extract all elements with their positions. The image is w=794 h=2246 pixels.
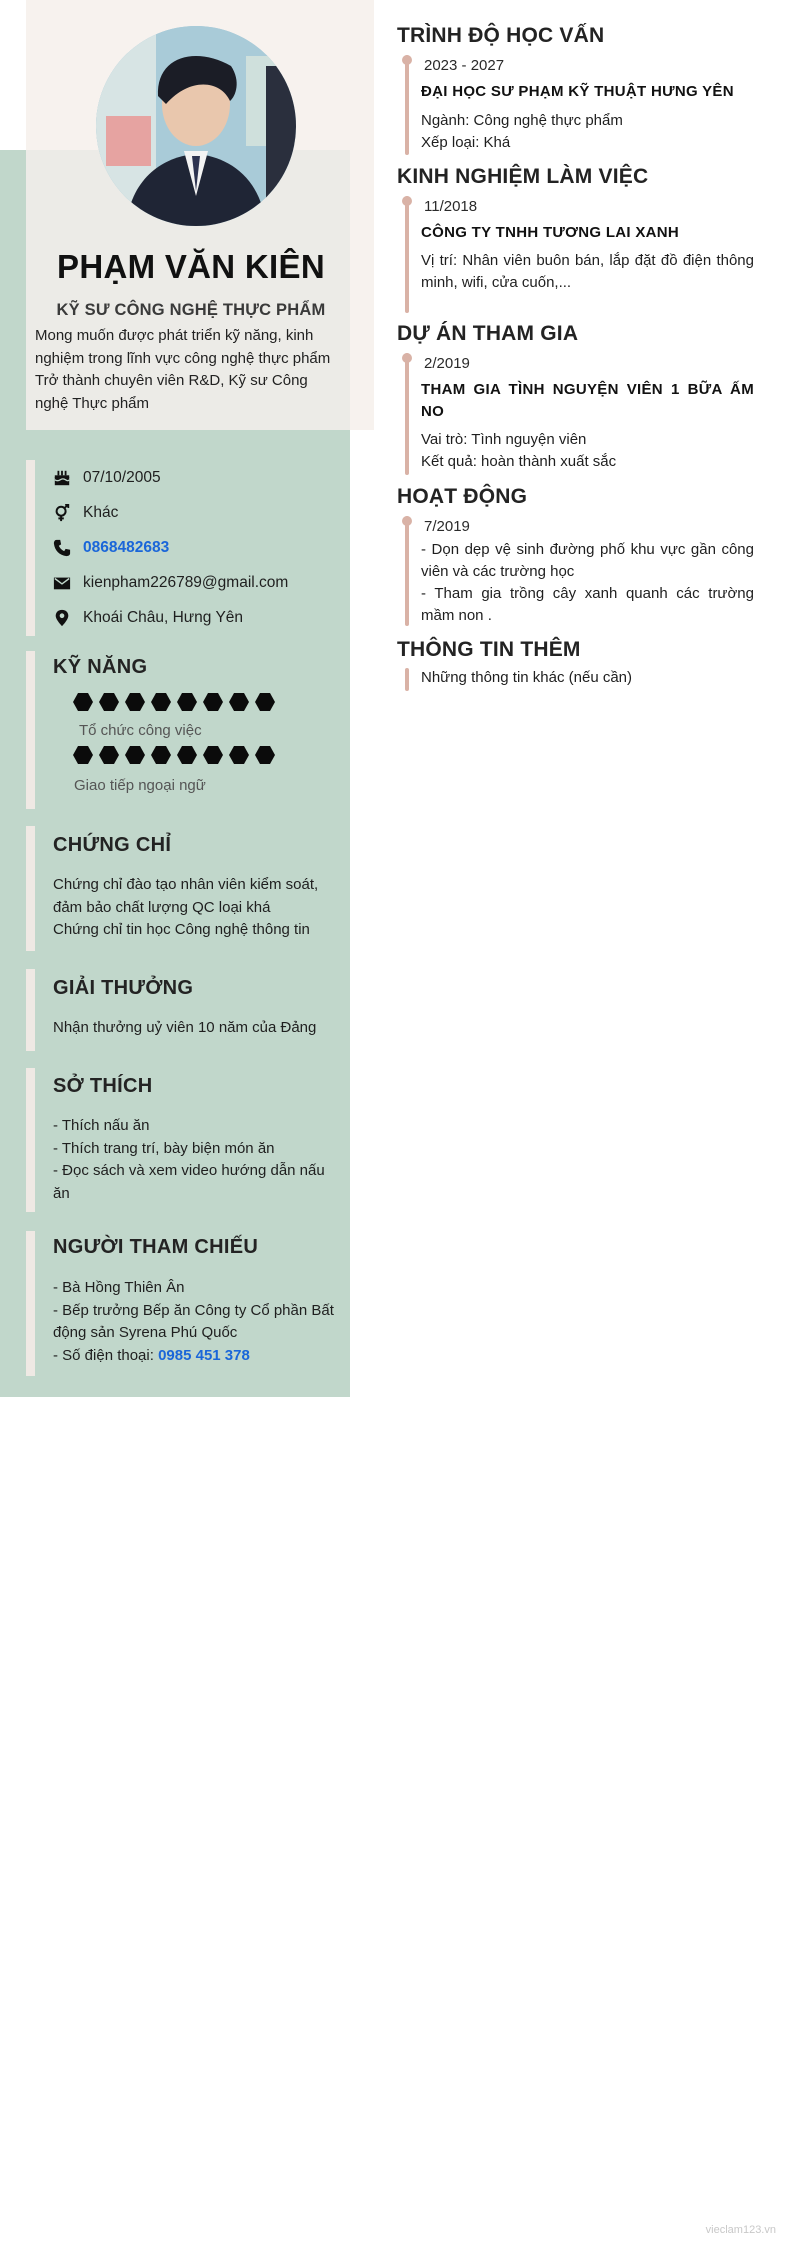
phone-link[interactable]: 0868482683 [83, 538, 170, 556]
avatar [96, 26, 296, 226]
awards-title: GIẢI THƯỞNG [53, 977, 194, 999]
activity-line: - Tham gia trồng cây xanh quanh các trường mầm non . [421, 585, 754, 624]
experience-date: 11/2018 [424, 198, 478, 215]
reference-phone-label: - Số điện thoại: [53, 1346, 159, 1364]
rating-hexagon [255, 693, 275, 711]
reference-phone-line [53, 1345, 343, 1368]
education-date: 2023 - 2027 [424, 57, 505, 74]
education-grade: Xếp loại: Khá [421, 134, 511, 151]
education-timeline [405, 55, 409, 155]
phone-icon [53, 538, 79, 558]
skill-name: Giao tiếp ngoại ngữ [74, 777, 206, 794]
skill-name: Tổ chức công việc [79, 722, 202, 739]
address-value: Khoái Châu, Hưng Yên [83, 608, 244, 626]
projects-title: DỰ ÁN THAM GIA [397, 322, 579, 345]
hobbies-section [26, 1068, 350, 1212]
contact-email[interactable] [53, 565, 350, 600]
activities-timeline [405, 516, 409, 626]
rating-hexagon [99, 693, 119, 711]
location-pin-icon [53, 608, 79, 628]
awards-section [26, 969, 350, 1051]
reference-line: - Bà Hồng Thiên Ân [53, 1279, 185, 1296]
email-icon [53, 573, 79, 593]
rating-hexagon [125, 746, 145, 764]
education-major: Ngành: Công nghệ thực phẩm [421, 112, 623, 129]
email-value[interactable]: kienpham226789@gmail.com [83, 573, 289, 591]
rating-hexagon [73, 746, 93, 764]
certificate-line: Chứng chỉ đào tạo nhân viên kiểm soát, đảm bảo chất lượng QC loại khá [53, 876, 319, 916]
references-section [26, 1231, 350, 1376]
rating-hexagon [177, 746, 197, 764]
rating-hexagon [229, 693, 249, 711]
project-result: Kết quả: hoàn thành xuất sắc [421, 453, 617, 470]
candidate-name: PHẠM VĂN KIÊN [57, 248, 325, 285]
skills-title: KỸ NĂNG [53, 656, 148, 678]
project-role: Vai trò: Tình nguyện viên [421, 431, 587, 448]
rating-hexagon [151, 693, 171, 711]
contact-address [53, 600, 350, 635]
rating-hexagon [73, 693, 93, 711]
activity-date: 7/2019 [424, 518, 470, 535]
objective-line: Trở thành chuyên viên R&D, Kỹ sư Công nghệ Thực phẩm [35, 372, 308, 412]
rating-hexagon [255, 746, 275, 764]
rating-hexagon [229, 746, 249, 764]
project-date: 2/2019 [424, 355, 470, 372]
education-school: ĐẠI HỌC SƯ PHẠM KỸ THUẬT HƯNG YÊN [421, 83, 734, 100]
hobby-line: - Đọc sách và xem video hướng dẫn nấu ăn [53, 1162, 325, 1202]
gender-icon [53, 503, 79, 523]
certificates-title: CHỨNG CHỈ [53, 834, 172, 856]
project-name: THAM GIA TÌNH NGUYỆN VIÊN 1 BỮA ẤM NO [421, 381, 754, 420]
activities-title: HOẠT ĐỘNG [397, 485, 528, 508]
profile-photo [96, 26, 296, 226]
contact-gender [53, 495, 350, 530]
additional-timeline [405, 668, 409, 691]
reference-phone-link[interactable]: 0985 451 378 [158, 1346, 250, 1364]
contact-section [26, 460, 350, 636]
hobby-line: - Thích nấu ăn [53, 1117, 150, 1134]
certificate-line: Chứng chỉ tin học Công nghệ thông tin [53, 921, 310, 938]
hobbies-title: SỞ THÍCH [53, 1075, 153, 1097]
career-objective [35, 325, 345, 415]
watermark: vieclam123.vn [705, 2224, 776, 2236]
gender-value: Khác [83, 503, 119, 521]
contact-phone[interactable] [53, 530, 350, 565]
skill-rating [73, 746, 350, 764]
rating-hexagon [203, 693, 223, 711]
experience-description: Vị trí: Nhân viên buôn bán, lắp đặt đồ điện thông minh, wifi, cửa cuốn,... [421, 252, 754, 291]
certificates-section [26, 826, 350, 951]
experience-title: KINH NGHIỆM LÀM VIỆC [397, 165, 649, 188]
experience-company: CÔNG TY TNHH TƯƠNG LAI XANH [421, 224, 680, 241]
rating-hexagon [99, 746, 119, 764]
projects-timeline [405, 353, 409, 475]
activity-line: - Dọn dẹp vệ sinh đường phố khu vực gần công viên và các trường học [421, 541, 754, 580]
references-title: NGƯỜI THAM CHIẾU [53, 1236, 259, 1258]
award-line: Nhận thưởng uỷ viên 10 năm của Đảng [53, 1019, 317, 1036]
cake-icon [53, 468, 79, 488]
additional-text: Những thông tin khác (nếu cần) [421, 669, 633, 686]
rating-hexagon [151, 746, 171, 764]
reference-line: - Bếp trưởng Bếp ăn Công ty Cổ phần Bất động sản Syrena Phú Quốc [53, 1301, 334, 1341]
job-title: KỸ SƯ CÔNG NGHỆ THỰC PHẨM [56, 301, 326, 319]
education-title: TRÌNH ĐỘ HỌC VẤN [397, 24, 605, 47]
rating-hexagon [177, 693, 197, 711]
rating-hexagon [125, 693, 145, 711]
skill-rating [73, 693, 350, 711]
additional-title: THÔNG TIN THÊM [397, 638, 581, 661]
hobby-line: - Thích trang trí, bày biện món ăn [53, 1139, 275, 1157]
experience-timeline [405, 196, 409, 313]
contact-birthday [53, 460, 350, 495]
birthday-value: 07/10/2005 [83, 468, 161, 486]
skills-section [26, 651, 350, 809]
rating-hexagon [203, 746, 223, 764]
objective-line: Mong muốn được phát triển kỹ năng, kinh nghiệm trong lĩnh vực công nghệ thực phẩm [35, 327, 331, 367]
